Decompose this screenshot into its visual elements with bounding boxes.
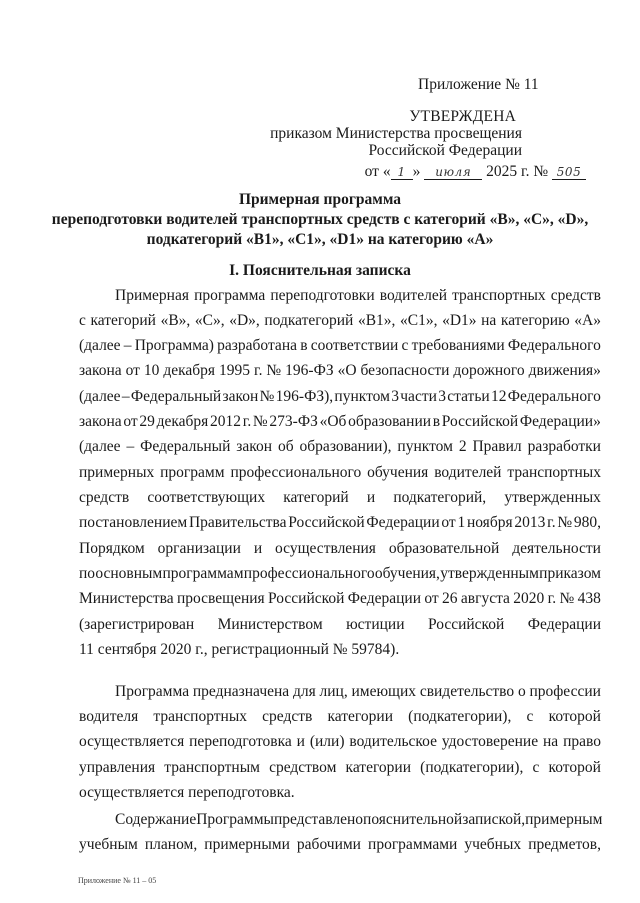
body-line [79, 337, 601, 355]
body-word: ноября [466, 514, 513, 531]
body-word: и [253, 540, 263, 557]
body-word: № [266, 362, 282, 379]
body-word: разработана [217, 337, 297, 354]
body-word: подкатегорий, [393, 489, 487, 506]
body-word: с [79, 312, 86, 329]
body-word: г. [547, 514, 556, 531]
body-word: (далее [79, 388, 121, 405]
body-word: движения» [528, 362, 601, 379]
body-word: Программа [115, 683, 190, 700]
body-word: водителей [434, 464, 502, 481]
body-word: средств [79, 489, 130, 506]
body-word: категорию [500, 312, 570, 329]
body-word: Федерального [507, 388, 601, 405]
body-word: от [125, 362, 140, 379]
body-word: профессионального [230, 464, 362, 481]
body-word: 196-ФЗ), [275, 388, 334, 405]
body-word: Российской [427, 616, 505, 633]
body-word: пояснительной [363, 811, 463, 828]
body-word: Федерального [507, 337, 601, 354]
body-word: рабочими [296, 836, 361, 853]
body-word: Российской [441, 413, 519, 430]
body-word: Содержание [115, 811, 197, 828]
body-word: Федерации [527, 616, 601, 633]
body-word: Федеральный [130, 388, 222, 405]
body-line [79, 514, 601, 532]
body-word: водительское [349, 733, 437, 750]
body-word: организации [157, 540, 241, 557]
body-word: Порядком [79, 540, 145, 557]
body-word: части [400, 388, 437, 405]
body-word: программам [162, 565, 244, 582]
body-word: средством [269, 759, 337, 776]
body-word: с [401, 337, 409, 354]
body-word: «О [337, 362, 357, 379]
body-word: профессии [529, 683, 601, 700]
body-word: пунктом [397, 438, 453, 455]
body-line [79, 464, 601, 482]
body-word: – [123, 337, 132, 354]
body-word: водителей [379, 287, 447, 304]
body-line [79, 540, 601, 558]
body-word: от [424, 590, 439, 607]
body-word: Федеральный [140, 438, 231, 455]
body-line [79, 616, 601, 634]
date-month-handwritten: июля [424, 165, 482, 180]
body-word: представлено [273, 811, 364, 828]
body-word: по [79, 565, 96, 582]
body-word: 11 сентября 2020 г., регистрационный № 59784). [79, 641, 400, 658]
body-word: переподготовки [270, 287, 375, 304]
body-word: и [296, 733, 305, 750]
body-word: лиц, [319, 683, 348, 700]
body-word: утвержденных [504, 489, 601, 506]
body-word: приказом [539, 565, 601, 582]
body-word: в [432, 413, 441, 430]
body-word: соответствии [310, 337, 399, 354]
body-word: (зарегистрирован [79, 616, 195, 633]
body-word: 980, [573, 514, 601, 531]
body-word: декабря [163, 362, 216, 379]
body-word: осуществляется [79, 733, 185, 750]
body-line [79, 641, 601, 659]
body-line [79, 388, 601, 406]
body-word: программами [368, 836, 458, 853]
body-word: Примерная [115, 287, 189, 304]
body-word: требованиями [411, 337, 505, 354]
body-word: Российской [288, 514, 365, 531]
body-word: свидетельство [419, 683, 515, 700]
body-word: г. [253, 362, 263, 379]
body-word: разработки [527, 438, 601, 455]
body-word: 3 [391, 388, 399, 405]
body-line [79, 708, 601, 726]
body-word: 196-ФЗ [285, 362, 334, 379]
body-word: категорий [90, 312, 156, 329]
body-line [79, 312, 601, 330]
body-word: (или) [309, 733, 345, 750]
body-word: Министерством [217, 616, 323, 633]
body-word: деятельности [512, 540, 601, 557]
order-date-line [365, 163, 586, 181]
body-word: управления [79, 759, 156, 776]
document-title-line-3: подкатегорий «В1», «С1», «D1» на категорию «А» [146, 231, 494, 248]
body-word: основным [95, 565, 163, 582]
body-word: № [557, 514, 573, 531]
date-mid: » [412, 163, 421, 180]
body-word: постановлением [79, 514, 188, 531]
body-word: средств [550, 287, 601, 304]
body-word: 1 [457, 514, 466, 531]
body-word: 10 [143, 362, 160, 379]
body-word: средств [262, 708, 313, 725]
body-word: которой [548, 708, 601, 725]
body-word: Министерства [79, 590, 174, 607]
body-word: «D1» [442, 312, 477, 329]
body-word: обучения, [374, 565, 440, 582]
body-word: от [123, 413, 138, 430]
body-word: на [481, 312, 497, 329]
body-word: от [441, 514, 456, 531]
body-word: № [252, 413, 268, 430]
body-word: 26 [442, 590, 458, 607]
body-word: имеющих [351, 683, 417, 700]
body-word: (подкатегории), [408, 708, 512, 725]
body-word: программа [194, 287, 266, 304]
body-word: 438 [577, 590, 601, 607]
document-title-line-1: Примерная программа [238, 191, 402, 208]
body-word: 12 [491, 388, 507, 405]
approved-title: УТВЕРЖДЕНА [409, 108, 516, 125]
body-word: утвержденным [440, 565, 539, 582]
body-word: учебным [79, 836, 138, 853]
body-word: (подкатегории), [420, 759, 524, 776]
body-word: Правительства [188, 514, 287, 531]
date-prefix: от « [364, 163, 391, 180]
body-line [79, 438, 601, 456]
approved-by-line-2: Российской Федерации [368, 142, 522, 159]
body-line [79, 565, 601, 583]
body-word: на [542, 733, 559, 750]
body-word: в [300, 337, 308, 354]
body-word: транспортных [507, 464, 601, 481]
body-word: примерных [79, 464, 155, 481]
date-year: 2025 г. № [486, 163, 549, 180]
body-word: примерным [525, 811, 603, 828]
body-word: закон [236, 438, 273, 455]
body-word: о [517, 683, 526, 700]
body-word: транспортных [452, 287, 546, 304]
body-word: Правил [472, 438, 522, 455]
body-word: «D», [229, 312, 260, 329]
body-line [79, 784, 601, 802]
body-word: примерными [204, 836, 290, 853]
body-line [79, 413, 601, 431]
approved-by-line-1: приказом Министерства просвещения [270, 125, 522, 142]
date-day-handwritten: 1 [391, 165, 413, 180]
body-word: профессионального [243, 565, 375, 582]
body-word: «В1», [357, 312, 396, 329]
body-word: пунктом [334, 388, 390, 405]
body-word: закона [79, 413, 122, 430]
body-word: 29 [139, 413, 155, 430]
body-word: осуществления [275, 540, 376, 557]
body-word: программ [160, 464, 225, 481]
body-word: запиской, [462, 811, 526, 828]
body-word: удостоверение [441, 733, 539, 750]
body-word: об [278, 438, 294, 455]
body-word: 3 [438, 388, 446, 405]
body-word: транспортных [153, 708, 247, 725]
body-line [79, 489, 601, 507]
body-word: категории [345, 759, 412, 776]
body-word: Российской [268, 590, 345, 607]
body-word: 2013 [514, 514, 546, 531]
body-word: (далее [79, 337, 121, 354]
body-line [79, 836, 601, 854]
body-word: право [563, 733, 601, 750]
body-word: предназначена [192, 683, 290, 700]
body-word: переподготовка [189, 733, 292, 750]
body-word: предметов, [528, 836, 601, 853]
body-word: Федерации [347, 590, 421, 607]
body-line [115, 287, 601, 305]
body-word: закон [222, 388, 259, 405]
section-heading: I. Пояснительная записка [229, 262, 411, 279]
body-word: закона [79, 362, 122, 379]
body-word: г. [242, 413, 252, 430]
body-word: осуществляется переподготовка. [79, 784, 295, 801]
body-word: образовании), [299, 438, 392, 455]
body-word: 2 [458, 438, 467, 455]
body-word: «В», [160, 312, 191, 329]
body-line [115, 683, 601, 701]
body-word: «С1», [400, 312, 438, 329]
body-word: и [366, 489, 376, 506]
body-word: Программы [196, 811, 274, 828]
body-word: № [559, 590, 575, 607]
body-word: № [259, 388, 275, 405]
body-word: транспортным [164, 759, 260, 776]
body-word: г. [547, 590, 557, 607]
body-word: учебных [464, 836, 522, 853]
body-line [79, 362, 601, 380]
body-word: – [126, 438, 135, 455]
body-line [79, 590, 601, 608]
document-title-line-2: переподготовки водителей транспортных средств с категорий «В», «С», «D», [51, 211, 589, 228]
order-number-handwritten: 505 [552, 165, 586, 180]
body-word: 2012 [210, 413, 242, 430]
body-word: «А» [574, 312, 601, 329]
body-word: безопасности [360, 362, 450, 379]
body-word: «С», [194, 312, 225, 329]
appendix-label: Приложение № 11 [418, 76, 539, 93]
body-word: (далее [79, 438, 121, 455]
page-footer: Приложение № 11 – 05 [78, 876, 157, 885]
body-word: планом, [144, 836, 198, 853]
body-word: 273-ФЗ [269, 413, 318, 430]
body-word: статьи [447, 388, 490, 405]
body-word: «Об [319, 413, 347, 430]
body-word: водителя [79, 708, 139, 725]
body-word: с [532, 759, 540, 776]
body-word: Программа) [134, 337, 214, 354]
body-line [79, 759, 601, 777]
body-word: соответствующих [147, 489, 266, 506]
body-line [79, 733, 601, 751]
body-word: 2020 [513, 590, 545, 607]
body-word: дорожного [453, 362, 525, 379]
body-word: Федерации» [519, 413, 601, 430]
body-word: августа [460, 590, 510, 607]
body-word: образовании [348, 413, 432, 430]
body-word: подкатегорий [264, 312, 354, 329]
body-word: декабря [156, 413, 209, 430]
body-word: юстиции [346, 616, 405, 633]
body-word: обучения [367, 464, 429, 481]
body-word: для [292, 683, 316, 700]
body-word: просвещения [176, 590, 265, 607]
body-word: 1995 [219, 362, 251, 379]
body-word: которой [548, 759, 601, 776]
body-word: категорий [283, 489, 349, 506]
body-word: Федерации [366, 514, 440, 531]
body-word: с [526, 708, 534, 725]
body-word: – [121, 388, 130, 405]
body-line [115, 811, 601, 829]
body-word: категории [327, 708, 393, 725]
body-word: образовательной [388, 540, 500, 557]
approval-block [262, 108, 522, 159]
